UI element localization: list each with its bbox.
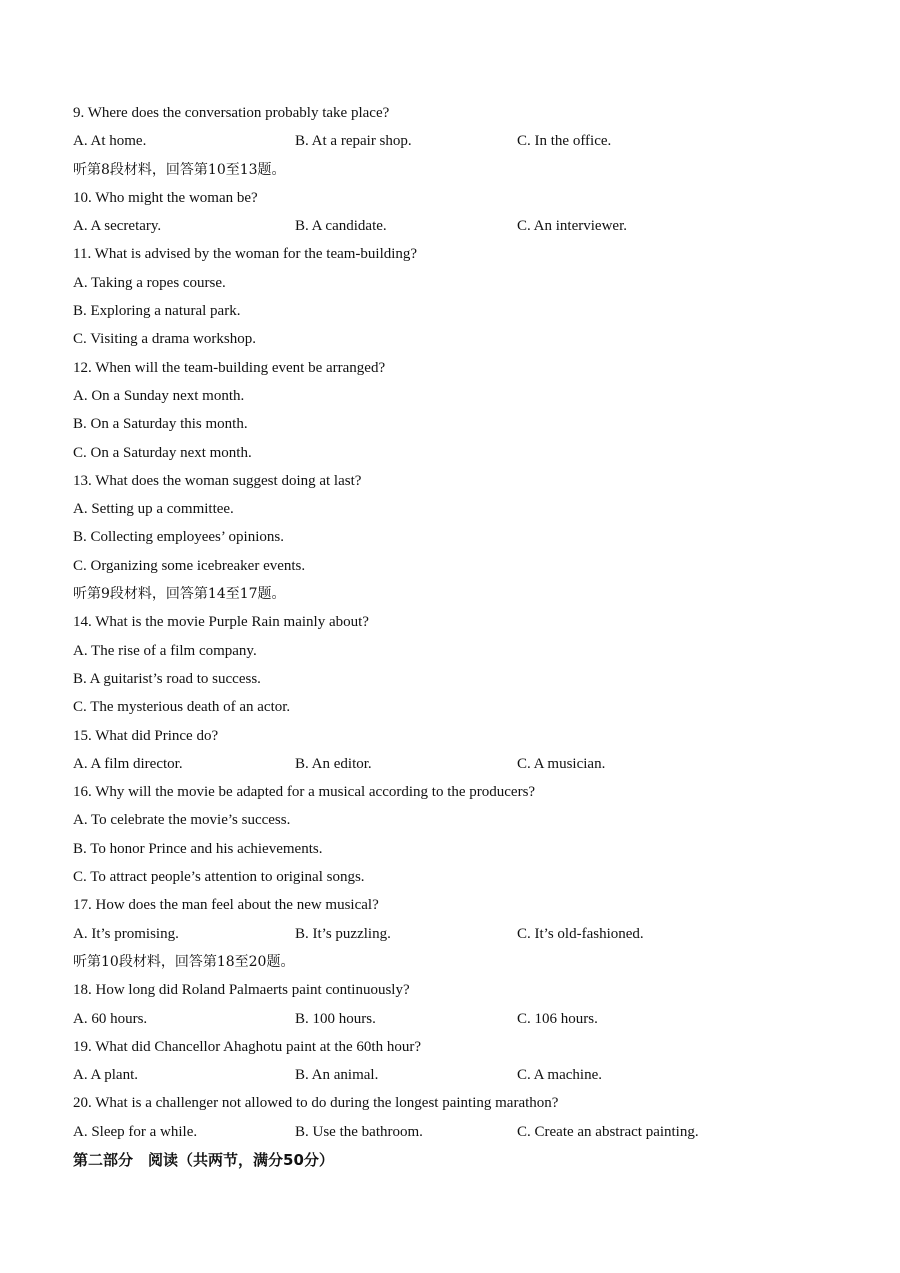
option-line: B. Collecting employees’ opinions. — [73, 529, 284, 546]
option-c: C. In the office. — [517, 133, 612, 150]
option-line: A. Setting up a committee. — [73, 501, 234, 518]
options-row — [73, 1005, 853, 1033]
option-line: B. A guitarist’s road to success. — [73, 670, 261, 687]
option-line: A. Taking a ropes course. — [73, 274, 226, 291]
section-instruction: 听第8段材料，回答第10至13题。 — [73, 161, 286, 178]
option-a: A. A secretary. — [73, 218, 162, 235]
question-line: 13. What does the woman suggest doing at last? — [73, 472, 362, 489]
option-line: C. Organizing some icebreaker events. — [73, 557, 306, 574]
option-line: C. Visiting a drama workshop. — [73, 331, 256, 348]
question-line: 19. What did Chancellor Ahaghotu paint at the 60th hour? — [73, 1038, 421, 1055]
option-line: C. To attract people’s attention to original songs. — [73, 869, 365, 886]
option-line: C. The mysterious death of an actor. — [73, 699, 291, 716]
option-a: A. Sleep for a while. — [73, 1123, 198, 1140]
options-row — [73, 1118, 853, 1146]
question-line: 16. Why will the movie be adapted for a musical according to the producers? — [73, 784, 536, 801]
option-a: A. It’s promising. — [73, 925, 179, 942]
options-row — [73, 127, 853, 155]
question-line: 10. Who might the woman be? — [73, 189, 258, 206]
option-b: B. A candidate. — [295, 218, 387, 235]
exam-page — [73, 99, 853, 1174]
part-heading: 第二部分 阅读（共两节，满分50分） — [73, 1150, 334, 1169]
option-b: B. It’s puzzling. — [295, 925, 391, 942]
option-b: B. 100 hours. — [295, 1010, 376, 1027]
question-line: 14. What is the movie Purple Rain mainly about? — [73, 614, 369, 631]
option-line: B. Exploring a natural park. — [73, 303, 241, 320]
option-c: C. A musician. — [517, 755, 606, 772]
option-c: C. 106 hours. — [517, 1010, 598, 1027]
question-line: 15. What did Prince do? — [73, 727, 219, 744]
option-line: B. On a Saturday this month. — [73, 416, 248, 433]
option-line: A. To celebrate the movie’s success. — [73, 812, 291, 829]
question-line: 11. What is advised by the woman for the team-building? — [73, 246, 418, 263]
question-line: 9. Where does the conversation probably take place? — [73, 105, 390, 121]
question-line: 18. How long did Roland Palmaerts paint continuously? — [73, 982, 410, 999]
option-c: C. It’s old-fashioned. — [517, 925, 644, 942]
option-b: B. Use the bathroom. — [295, 1123, 423, 1140]
option-line: A. On a Sunday next month. — [73, 387, 245, 404]
option-c: C. Create an abstract painting. — [517, 1123, 699, 1140]
question-line: 20. What is a challenger not allowed to do during the longest painting marathon? — [73, 1095, 559, 1112]
question-line: 17. How does the man feel about the new musical? — [73, 897, 379, 914]
option-b: B. An editor. — [295, 755, 372, 772]
option-b: B. At a repair shop. — [295, 133, 412, 150]
option-a: A. A film director. — [73, 755, 183, 772]
option-a: A. At home. — [73, 133, 147, 150]
question-line: 12. When will the team-building event be arranged? — [73, 359, 386, 376]
options-row — [73, 212, 853, 240]
option-a: A. A plant. — [73, 1067, 139, 1084]
option-line: B. To honor Prince and his achievements. — [73, 840, 323, 857]
options-row — [73, 920, 853, 948]
option-line: A. The rise of a film company. — [73, 642, 257, 659]
section-instruction: 听第10段材料，回答第18至20题。 — [73, 953, 295, 970]
options-row — [73, 1061, 853, 1089]
option-c: C. A machine. — [517, 1067, 602, 1084]
options-row — [73, 750, 853, 778]
option-a: A. 60 hours. — [73, 1010, 148, 1027]
option-line: C. On a Saturday next month. — [73, 444, 252, 461]
option-c: C. An interviewer. — [517, 218, 627, 235]
section-instruction: 听第9段材料，回答第14至17题。 — [73, 586, 286, 603]
option-b: B. An animal. — [295, 1067, 379, 1084]
